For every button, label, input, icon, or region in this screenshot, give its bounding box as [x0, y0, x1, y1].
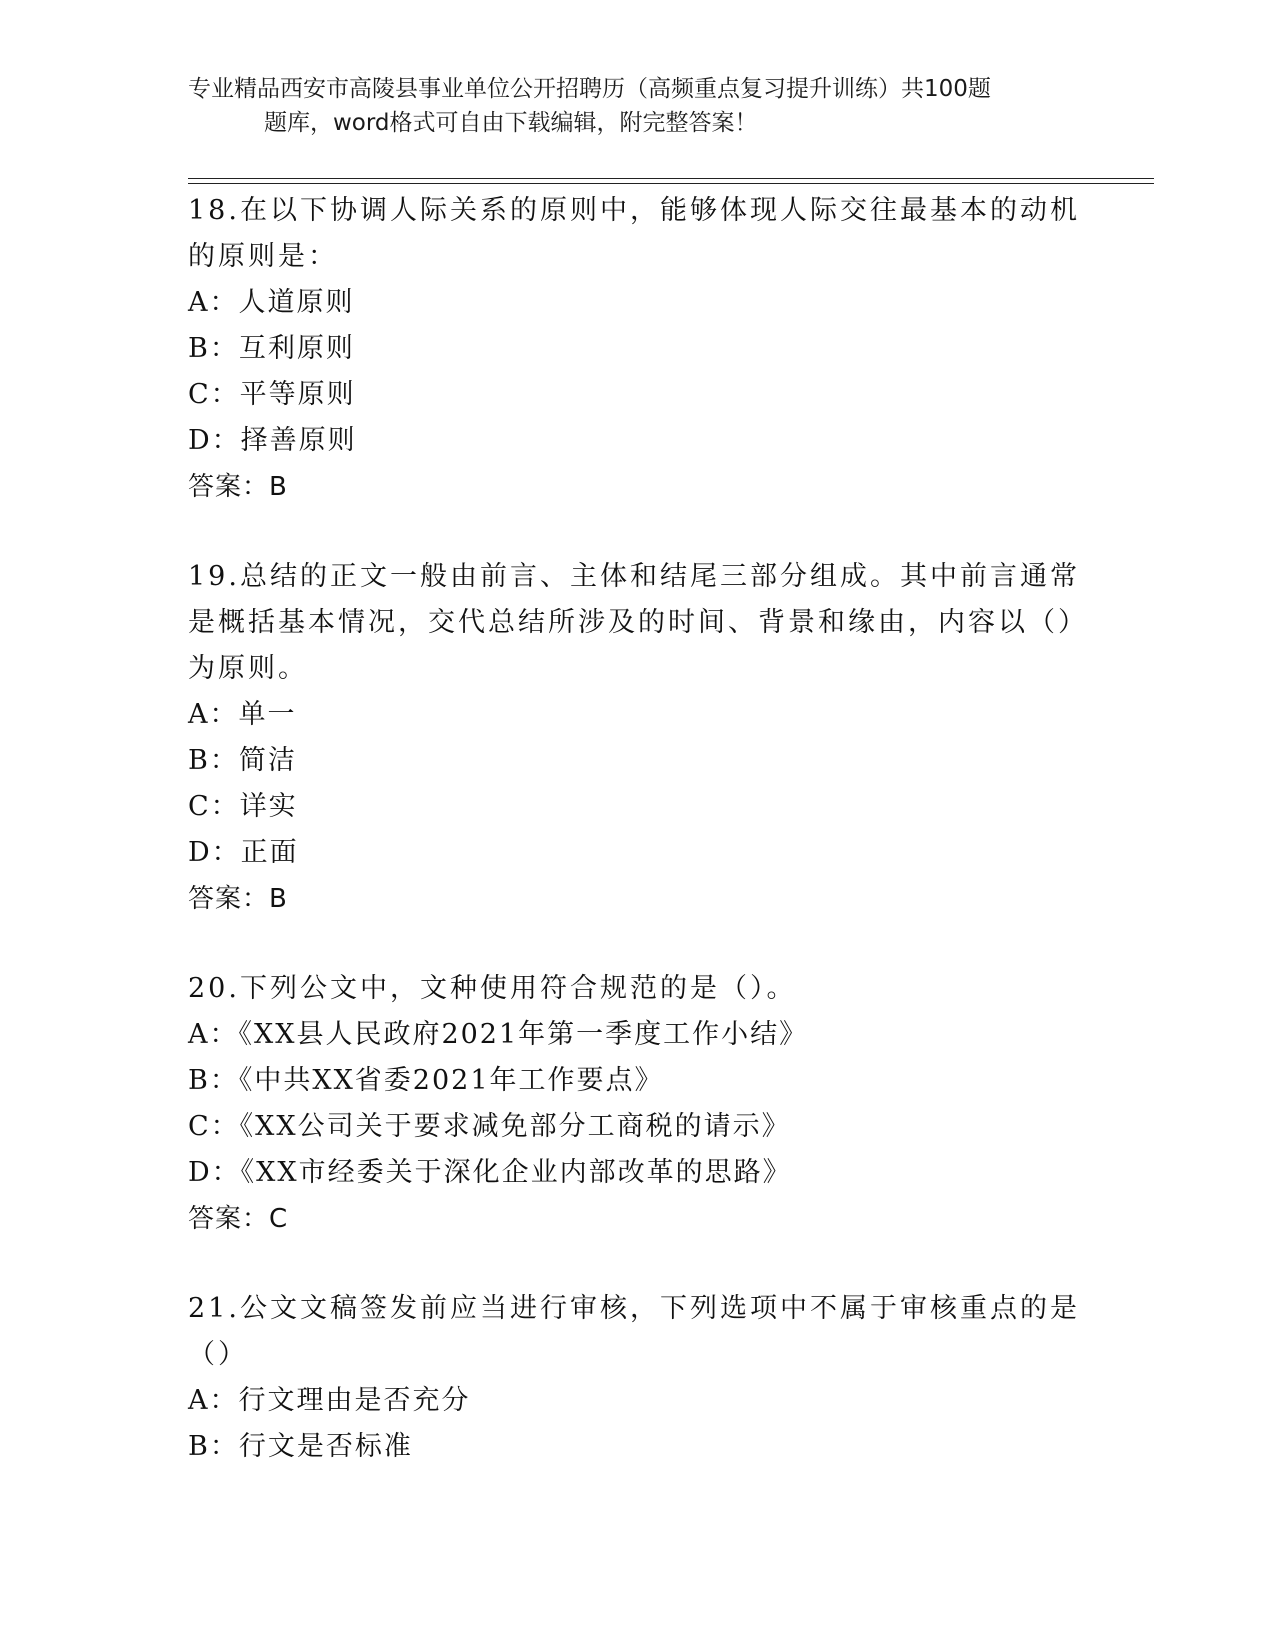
- option-d: D：《XX市经委关于深化企业内部改革的思路》: [188, 1157, 792, 1188]
- option-a: A：人道原则: [188, 287, 355, 318]
- option-c: C：平等原则: [188, 379, 356, 410]
- option-b: B：《中共XX省委2021年工作要点》: [188, 1065, 664, 1096]
- question-20: [188, 966, 1088, 1242]
- header-divider-bottom: [188, 183, 1154, 184]
- header-divider-top: [188, 178, 1154, 179]
- question-stem: 19.总结的正文一般由前言、主体和结尾三部分组成。其中前言通常是概括基本情况，交代总结所涉及的时间、背景和缘由，内容以（）为原则。: [188, 561, 1088, 684]
- option-c: C：详实: [188, 791, 298, 822]
- question-list: [188, 188, 1088, 1514]
- question-stem: 20.下列公文中，文种使用符合规范的是（）。: [188, 973, 797, 1004]
- option-b: B：简洁: [188, 745, 297, 776]
- document-header: [188, 72, 1088, 140]
- answer: 答案：B: [188, 472, 288, 502]
- option-b: B：行文是否标准: [188, 1431, 413, 1462]
- question-19: [188, 554, 1088, 922]
- question-21: [188, 1286, 1088, 1470]
- answer: 答案：B: [188, 884, 288, 914]
- header-title-line1: 专业精品西安市高陵县事业单位公开招聘历（高频重点复习提升训练）共100题: [188, 76, 991, 102]
- option-d: D：正面: [188, 837, 299, 868]
- question-stem: 21.公文文稿签发前应当进行审核，下列选项中不属于审核重点的是（）: [188, 1293, 1080, 1370]
- question-stem: 18.在以下协调人际关系的原则中，能够体现人际交往最基本的动机的原则是：: [188, 195, 1080, 272]
- question-18: [188, 188, 1088, 510]
- option-a: A：《XX县人民政府2021年第一季度工作小结》: [188, 1019, 809, 1050]
- option-b: B：互利原则: [188, 333, 355, 364]
- option-a: A：行文理由是否充分: [188, 1385, 471, 1416]
- option-d: D：择善原则: [188, 425, 357, 456]
- option-c: C：《XX公司关于要求减免部分工商税的请示》: [188, 1111, 791, 1142]
- answer: 答案：C: [188, 1204, 289, 1234]
- option-a: A：单一: [188, 699, 297, 730]
- header-title-line2: 题库，word格式可自由下载编辑，附完整答案！: [264, 110, 758, 136]
